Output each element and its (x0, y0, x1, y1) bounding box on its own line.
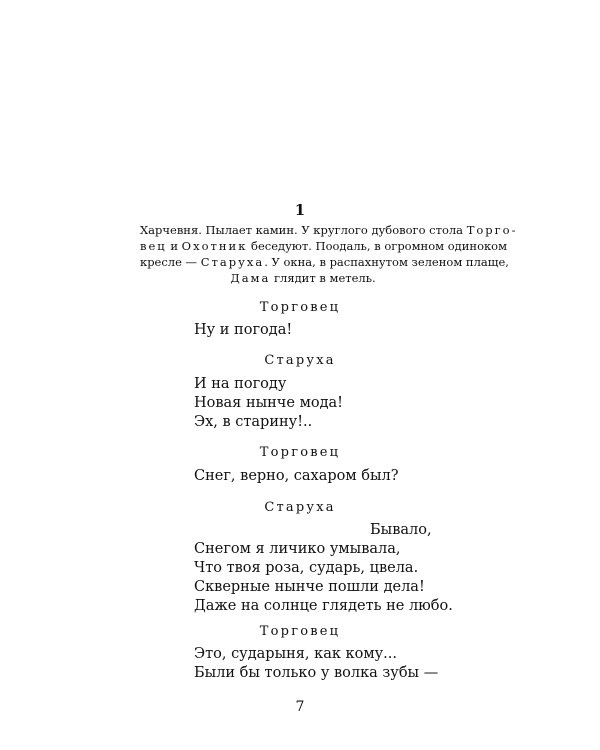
stage-text: кресле — (140, 255, 201, 269)
page-number: 7 (295, 699, 305, 715)
character-name: Торго- (466, 223, 518, 237)
stage-direction (140, 222, 518, 286)
verse-block (194, 467, 399, 486)
verse-block (194, 645, 438, 683)
character-name: вец (140, 239, 167, 253)
stage-direction-line (140, 222, 518, 238)
verse-line: Скверные нынче пошли дела! (194, 579, 425, 595)
character-name: Старуха (200, 255, 265, 269)
character-name: Охотник (181, 239, 248, 253)
verse-line: Эх, в старину!.. (194, 414, 313, 430)
verse-line: Были бы только у волка зубы — (194, 665, 439, 681)
stage-text: глядит в метель. (270, 271, 376, 285)
verse-line: Бывало, (370, 522, 432, 538)
stage-direction-line (140, 238, 508, 254)
verse-line: Новая нынче мода! (194, 395, 343, 411)
character-name: Дама (230, 271, 271, 285)
speaker-name: Старуха (264, 500, 336, 515)
verse-line: Снегом я личико умывала, (194, 541, 401, 557)
scene-number: 1 (294, 201, 306, 219)
verse-line: Ну и погода! (194, 322, 293, 338)
verse-block (194, 321, 292, 340)
stage-direction-line (140, 270, 466, 286)
verse-block (194, 375, 343, 432)
stage-text: . У окна, в распахнутом зеленом плаще, (264, 255, 509, 269)
verse-line: Даже на солнце глядеть не любо. (194, 598, 453, 614)
stage-text: беседуют. Поодаль, в огромном одиноком (247, 239, 508, 253)
verse-block (194, 521, 453, 616)
verse-line: Снег, верно, сахаром был? (194, 468, 399, 484)
verse-line: И на погоду (194, 376, 287, 392)
stage-text: и (166, 239, 182, 253)
speaker-name: Торговец (259, 300, 341, 315)
verse-line: Что твоя роза, сударь, цвела. (194, 560, 419, 576)
stage-text: Харчевня. Пылает камин. У круглого дубового стола (140, 223, 467, 237)
speaker-name: Торговец (259, 445, 341, 460)
speaker-name: Старуха (264, 353, 336, 368)
stage-direction-line (140, 254, 509, 270)
speaker-name: Торговец (259, 624, 341, 639)
verse-line: Это, сударыня, как кому... (194, 646, 397, 662)
